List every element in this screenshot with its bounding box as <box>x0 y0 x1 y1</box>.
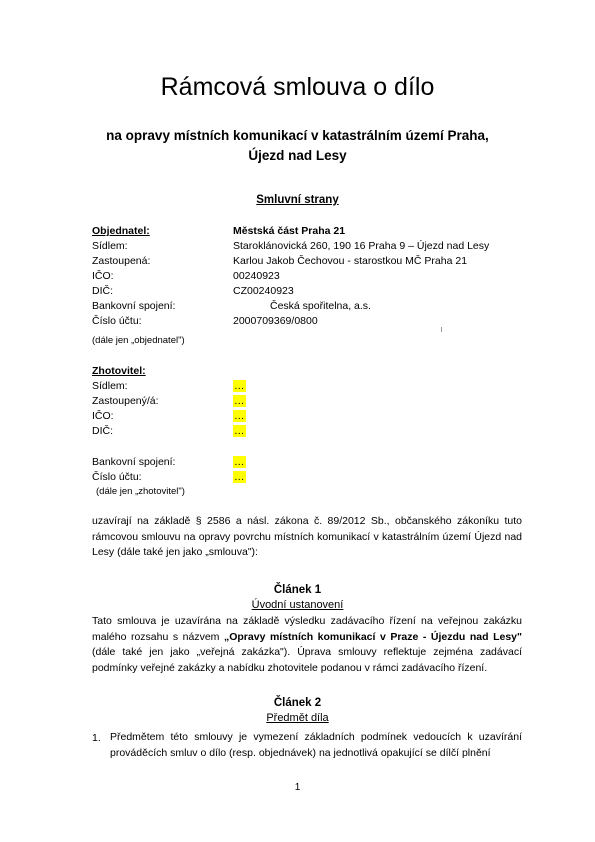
client-bank-label: Bankovní spojení: <box>92 300 176 312</box>
client-note: (dále jen „objednatel") <box>92 335 185 346</box>
intro-paragraph: uzavírají na základě § 2586 a násl. zákona č. 89/2012 Sb., občanského zákoníku tuto rámcovou smlouvu na opravy povrchu místních komunikací v katastrálním území Újezd nad Lesy (dále také jen jako „smlouva"): <box>92 515 522 558</box>
contractor-ico-value[interactable]: … <box>234 410 245 422</box>
client-ico-label: IČO: <box>92 270 114 282</box>
client-account-value: 2000709369/0800 <box>233 315 318 327</box>
client-name: Městská část Praha 21 <box>233 225 346 237</box>
contractor-rep-value[interactable]: … <box>234 395 245 407</box>
article2-item1-number: 1. <box>92 732 101 744</box>
parties-heading: Smluvní strany <box>256 194 339 206</box>
article2-title: Předmět díla <box>266 712 329 724</box>
client-bank-value: Česká spořitelna, a.s. <box>270 300 371 312</box>
article1-text-before: Tato smlouva je uzavírána na základě výsledku zadávacího řízení na veřejnou zakázku malého rozsahu s názvem <box>92 615 522 643</box>
contractor-dic-label: DIČ: <box>92 425 113 437</box>
contractor-bank-label: Bankovní spojení: <box>92 456 176 468</box>
client-dic-value: CZ00240923 <box>233 285 294 297</box>
page-number: 1 <box>294 782 301 793</box>
client-ico-value: 00240923 <box>233 270 280 282</box>
contractor-seat-value[interactable]: … <box>234 380 245 392</box>
document-subtitle-line2: Újezd nad Lesy <box>248 148 347 163</box>
contractor-heading: Zhotovitel: <box>92 365 146 377</box>
document-subtitle-line1: na opravy místních komunikací v katastrálním území Praha, <box>106 128 489 143</box>
article2-number: Článek 2 <box>273 697 322 709</box>
contractor-seat-label: Sídlem: <box>92 380 128 392</box>
client-rep-label: Zastoupená: <box>92 255 151 267</box>
article2-item1-text: Předmětem této smlouvy je vymezení základních podmínek vedoucích k uzavírání prováděcích smluv o dílo (resp. objednávek) na jednotlivá opakující se dílčí plnění <box>110 731 522 759</box>
contractor-account-label: Číslo účtu: <box>92 471 142 483</box>
client-account-label: Číslo účtu: <box>92 315 142 327</box>
client-label: Objednatel: <box>92 225 150 237</box>
article1-paragraph <box>92 614 522 676</box>
document-title: Rámcová smlouva o dílo <box>160 73 435 101</box>
client-rep-value: Karlou Jakob Čechovou - starostkou MČ Praha 21 <box>233 255 468 267</box>
contractor-bank-value[interactable]: … <box>234 456 245 468</box>
client-seat-value: Staroklánovická 260, 190 16 Praha 9 – Újezd nad Lesy <box>233 240 490 252</box>
contractor-rep-label: Zastoupený/á: <box>92 395 159 407</box>
stray-mark <box>441 327 442 332</box>
article1-text-after: (dále také jen jako „veřejná zakázka"). Úprava smlouvy reflektuje zejména zadávací podmínky veřejné zakázky a nabídku zhotovitele podanou v rámci zadávacího řízení. <box>92 646 522 674</box>
contractor-note: (dále jen „zhotovitel") <box>96 486 185 497</box>
article1-contract-name: „Opravy místních komunikací v Praze - Újezdu nad Lesy" <box>223 630 522 643</box>
contractor-dic-value[interactable]: … <box>234 425 245 437</box>
client-seat-label: Sídlem: <box>92 240 128 252</box>
client-dic-label: DIČ: <box>92 285 113 297</box>
contractor-account-value[interactable]: … <box>234 471 245 483</box>
article1-title: Úvodní ustanovení <box>251 599 344 611</box>
contractor-ico-label: IČO: <box>92 410 114 422</box>
article1-number: Článek 1 <box>273 584 322 596</box>
